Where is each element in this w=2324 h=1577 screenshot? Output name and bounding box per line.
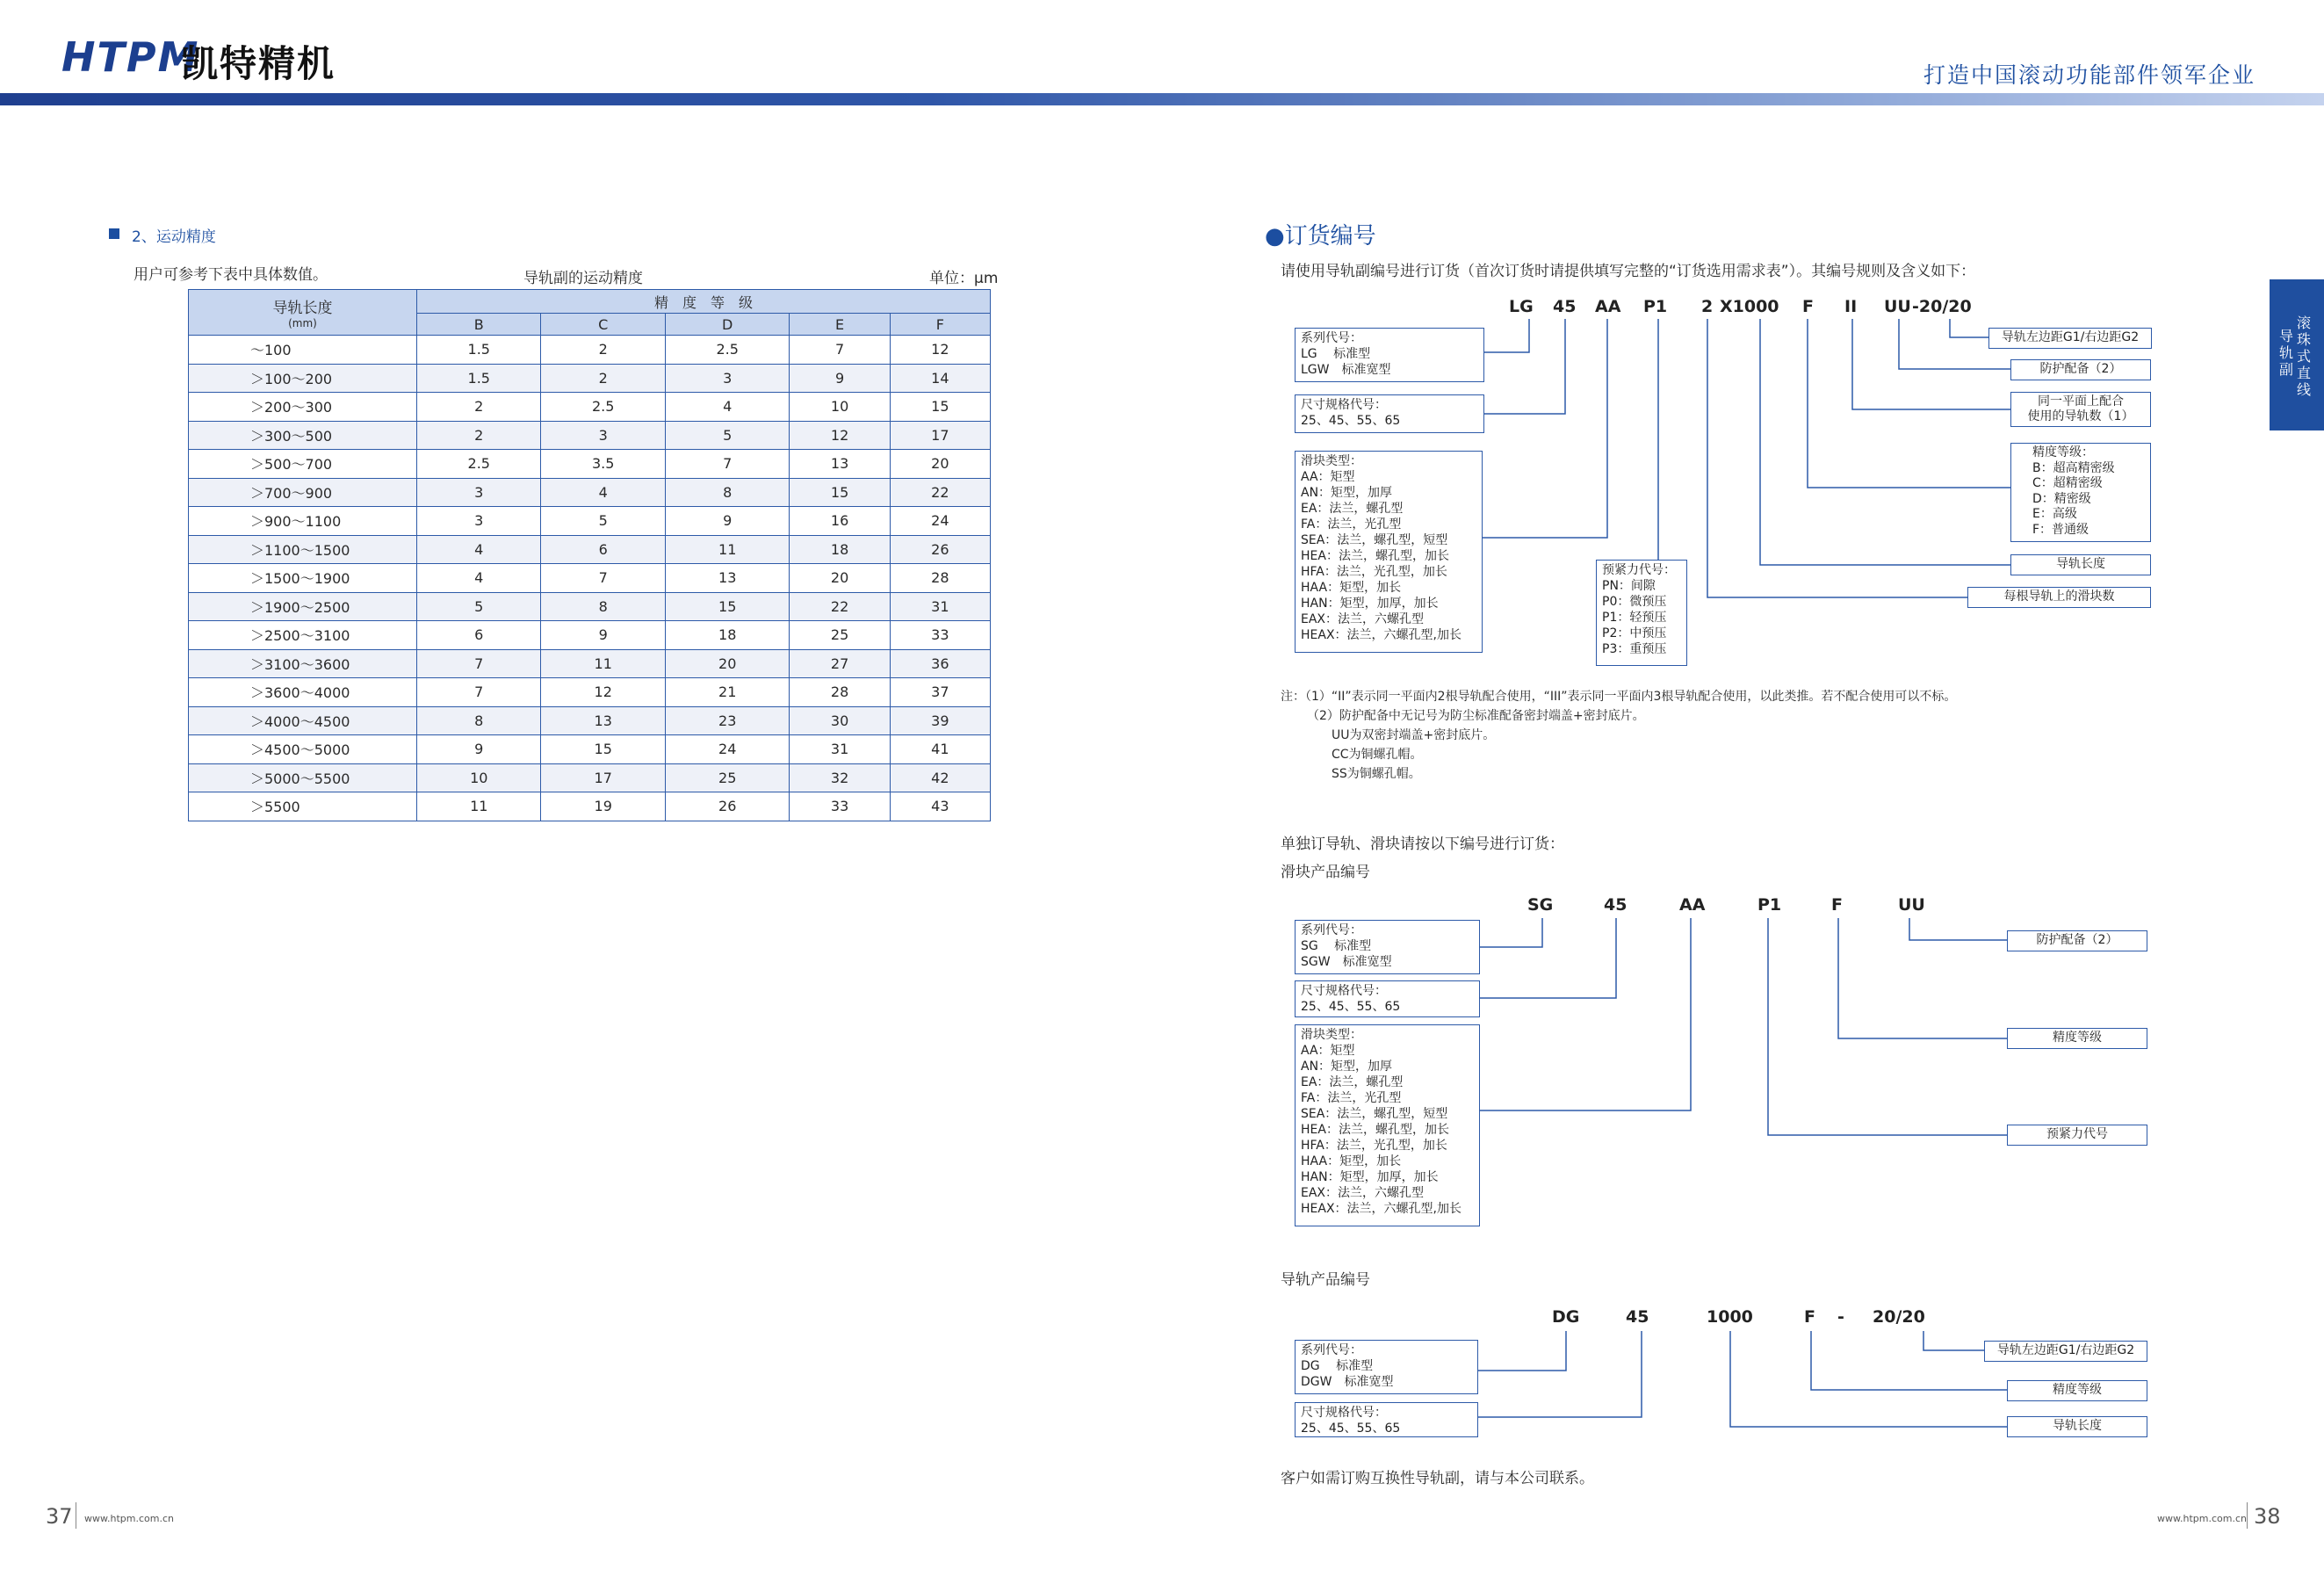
rail-length-cell: ＞500～700 xyxy=(189,450,417,479)
r-grade-2: 精度等级 xyxy=(2007,1028,2147,1049)
r-protect-2: 防护配备（2） xyxy=(2007,930,2147,951)
rail-length-cell: ＞5000～5500 xyxy=(189,763,417,792)
accuracy-value-cell: 22 xyxy=(890,478,990,507)
r-grade xyxy=(2010,443,2151,542)
box-line: 使用的导轨数（1） xyxy=(2027,409,2134,423)
rail-length-cell: ＞1900～2500 xyxy=(189,592,417,621)
box-line: 滑块类型： xyxy=(1301,1028,1362,1042)
box-line: DGW 标准宽型 xyxy=(1301,1375,1394,1389)
code-segment: 1000 xyxy=(1707,1307,1753,1327)
box-line: 尺寸规格代号： xyxy=(1301,398,1387,412)
rail-length-cell: ＞2500～3100 xyxy=(189,621,417,650)
box-line: LGW 标准宽型 xyxy=(1301,363,1391,377)
box-line: HAA：矩型，加长 xyxy=(1301,1154,1402,1168)
box-line: DG 标准型 xyxy=(1301,1359,1374,1373)
accuracy-value-cell: 42 xyxy=(890,763,990,792)
accuracy-value-cell: 12 xyxy=(541,678,665,707)
note-line: SS为铜螺孔帽。 xyxy=(1332,767,1421,781)
box-line: 预紧力代号： xyxy=(1602,563,1676,577)
accuracy-value-cell: 15 xyxy=(890,393,990,422)
accuracy-value-cell: 8 xyxy=(541,592,665,621)
accuracy-value-cell: 1.5 xyxy=(417,364,541,393)
accuracy-value-cell: 17 xyxy=(890,421,990,450)
accuracy-value-cell: 36 xyxy=(890,649,990,678)
accuracy-value-cell: 1.5 xyxy=(417,336,541,365)
slogan: 打造中国滚动功能部件领军企业 xyxy=(1923,62,2255,88)
accuracy-value-cell: 31 xyxy=(890,592,990,621)
accuracy-value-cell: 26 xyxy=(890,535,990,564)
box-line: HAN：矩型，加厚，加长 xyxy=(1301,1170,1439,1184)
accuracy-value-cell: 10 xyxy=(417,763,541,792)
table-row xyxy=(189,621,991,650)
grade-header-d: D xyxy=(665,314,789,336)
accuracy-value-cell: 13 xyxy=(790,450,890,479)
accuracy-value-cell: 15 xyxy=(541,735,665,764)
box-line: P0：微预压 xyxy=(1602,595,1667,609)
code-segment: 45 xyxy=(1553,297,1577,316)
box-line: AN：矩型，加厚 xyxy=(1301,1060,1393,1074)
r-margin-3: 导轨左边距G1/右边距G2 xyxy=(1984,1341,2147,1362)
box-line: 25、45、55、65 xyxy=(1301,1421,1401,1436)
accuracy-value-cell: 7 xyxy=(417,649,541,678)
accuracy-value-cell: 5 xyxy=(541,507,665,536)
accuracy-value-cell: 28 xyxy=(790,678,890,707)
rail-length-cell: ＞100～200 xyxy=(189,364,417,393)
rail-length-cell: ＞1500～1900 xyxy=(189,564,417,593)
box-line: AA：矩型 xyxy=(1301,470,1355,484)
table-row xyxy=(189,792,991,821)
box-slider-type-2 xyxy=(1295,1024,1480,1226)
rail-length-cell: ＞200～300 xyxy=(189,393,417,422)
box-line: HAN：矩型，加厚，加长 xyxy=(1301,597,1439,611)
accuracy-value-cell: 5 xyxy=(417,592,541,621)
code-segment: 45 xyxy=(1604,895,1628,915)
box-line: SEA：法兰，螺孔型，短型 xyxy=(1301,1107,1448,1121)
accuracy-value-cell: 28 xyxy=(890,564,990,593)
code-segment: F xyxy=(1804,1307,1815,1327)
table-row xyxy=(189,649,991,678)
box-line: 精度等级： xyxy=(2032,445,2094,459)
table-row xyxy=(189,706,991,735)
r-length: 导轨长度 xyxy=(2010,554,2151,575)
note-line: （2）防护配备中无记号为防尘标准配备密封端盖+密封底片。 xyxy=(1307,709,1645,723)
table-row xyxy=(189,393,991,422)
accuracy-value-cell: 12 xyxy=(790,421,890,450)
code-segment: - xyxy=(1837,1307,1844,1327)
rail-length-cell: ＞4500～5000 xyxy=(189,735,417,764)
rail-length-cell: ＞900～1100 xyxy=(189,507,417,536)
box-size-2 xyxy=(1295,980,1480,1017)
accuracy-value-cell: 41 xyxy=(890,735,990,764)
accuracy-value-cell: 3 xyxy=(541,421,665,450)
rail-length-cell: ～100 xyxy=(189,336,417,365)
table-row xyxy=(189,478,991,507)
rail-length-cell: ＞5500 xyxy=(189,792,417,821)
accuracy-value-cell: 18 xyxy=(790,535,890,564)
accuracy-table xyxy=(188,289,991,821)
accuracy-value-cell: 7 xyxy=(665,450,789,479)
side-tab-text-2: 导 轨 副 xyxy=(2278,328,2293,378)
rail-length-cell: ＞300～500 xyxy=(189,421,417,450)
box-size xyxy=(1295,394,1484,433)
grade-header-b: B xyxy=(417,314,541,336)
code-segment: F xyxy=(1802,297,1814,316)
table-row xyxy=(189,735,991,764)
accuracy-value-cell: 13 xyxy=(665,564,789,593)
accuracy-value-cell: 39 xyxy=(890,706,990,735)
table-row xyxy=(189,336,991,365)
box-line: EAX：法兰，六螺孔型 xyxy=(1301,612,1425,626)
table-row xyxy=(189,450,991,479)
box-line: 25、45、55、65 xyxy=(1301,414,1401,428)
header-bar xyxy=(0,93,2324,105)
code-segment: LG xyxy=(1509,297,1534,316)
table-unit: 单位：μm xyxy=(929,270,999,287)
table-row xyxy=(189,763,991,792)
accuracy-value-cell: 4 xyxy=(417,564,541,593)
accuracy-value-cell: 2.5 xyxy=(417,450,541,479)
box-line: HFA：法兰，光孔型，加长 xyxy=(1301,1139,1447,1153)
rail-length-cell: ＞700～900 xyxy=(189,478,417,507)
accuracy-value-cell: 9 xyxy=(541,621,665,650)
accuracy-value-cell: 32 xyxy=(790,763,890,792)
ordering-intro: 请使用导轨副编号进行订货（首次订货时请提供填写完整的“订货选用需求表”）。其编号规则及含义如下： xyxy=(1281,263,1976,280)
accuracy-value-cell: 20 xyxy=(790,564,890,593)
accuracy-value-cell: 17 xyxy=(541,763,665,792)
accuracy-value-cell: 4 xyxy=(417,535,541,564)
note-line: UU为双密封端盖+密封底片。 xyxy=(1332,728,1496,742)
box-line: 同一平面上配合 xyxy=(2038,394,2124,409)
table-caption: 导轨副的运动精度 xyxy=(523,270,643,287)
accuracy-value-cell: 2 xyxy=(541,336,665,365)
code-segment: SG xyxy=(1527,895,1554,915)
box-line: HEA：法兰，螺孔型，加长 xyxy=(1301,1123,1449,1137)
accuracy-value-cell: 9 xyxy=(790,364,890,393)
code-segment: UU xyxy=(1884,297,1911,316)
table-row xyxy=(189,678,991,707)
grade-header-c: C xyxy=(541,314,665,336)
accuracy-value-cell: 2.5 xyxy=(665,336,789,365)
accuracy-value-cell: 4 xyxy=(541,478,665,507)
accuracy-value-cell: 33 xyxy=(790,792,890,821)
accuracy-value-cell: 6 xyxy=(417,621,541,650)
accuracy-value-cell: 33 xyxy=(890,621,990,650)
code-segment: F xyxy=(1831,895,1843,915)
box-line: 系列代号： xyxy=(1301,1343,1362,1357)
accuracy-value-cell: 26 xyxy=(665,792,789,821)
code-segment: P1 xyxy=(1643,297,1668,316)
table-row xyxy=(189,535,991,564)
code-segment: 2 xyxy=(1701,297,1714,316)
box-line: D：精密级 xyxy=(2032,491,2091,506)
box-line: EA：法兰，螺孔型 xyxy=(1301,502,1404,516)
box-line: 尺寸规格代号： xyxy=(1301,1406,1387,1420)
accuracy-value-cell: 14 xyxy=(890,364,990,393)
accuracy-value-cell: 9 xyxy=(417,735,541,764)
accuracy-value-cell: 5 xyxy=(665,421,789,450)
accuracy-value-cell: 3 xyxy=(417,507,541,536)
box-preload xyxy=(1596,560,1687,666)
logo-en: HTPM xyxy=(61,33,200,81)
box-line: SG 标准型 xyxy=(1301,939,1372,953)
accuracy-value-cell: 8 xyxy=(665,478,789,507)
ordering-heading: ●订货编号 xyxy=(1265,223,1376,250)
code-segment: UU xyxy=(1898,895,1925,915)
box-line: PN：间隙 xyxy=(1602,579,1656,593)
accuracy-value-cell: 3 xyxy=(665,364,789,393)
r-preload-2: 预紧力代号 xyxy=(2007,1125,2147,1146)
box-line: SEA：法兰，螺孔型，短型 xyxy=(1301,533,1448,547)
box-line: LG 标准型 xyxy=(1301,347,1371,361)
box-line: AA：矩型 xyxy=(1301,1044,1355,1058)
accuracy-value-cell: 3 xyxy=(417,478,541,507)
rail-length-cell: ＞3600～4000 xyxy=(189,678,417,707)
accuracy-value-cell: 30 xyxy=(790,706,890,735)
r-blocks: 每根导轨上的滑块数 xyxy=(1967,587,2151,608)
box-line: F：普通级 xyxy=(2032,522,2089,537)
box-line: 系列代号： xyxy=(1301,923,1362,937)
box-line: HFA：法兰，光孔型，加长 xyxy=(1301,565,1447,579)
box-line: 滑块类型： xyxy=(1301,454,1362,468)
accuracy-value-cell: 21 xyxy=(665,678,789,707)
box-line: P3：重预压 xyxy=(1602,642,1667,656)
accuracy-value-cell: 13 xyxy=(541,706,665,735)
table-row xyxy=(189,421,991,450)
r-length-3: 导轨长度 xyxy=(2007,1416,2147,1437)
box-line: SGW 标准宽型 xyxy=(1301,955,1392,969)
box-line: C：超精密级 xyxy=(2032,476,2103,490)
accuracy-value-cell: 2.5 xyxy=(541,393,665,422)
box-line: HEAX：法兰，六螺孔型,加长 xyxy=(1301,1202,1462,1216)
rail-length-cell: ＞4000～4500 xyxy=(189,706,417,735)
contact-note: 客户如需订购互换性导轨副，请与本公司联系。 xyxy=(1281,1470,1594,1487)
accuracy-value-cell: 7 xyxy=(790,336,890,365)
note-line: CC为铜螺孔帽。 xyxy=(1332,748,1423,762)
side-tab xyxy=(2270,279,2324,430)
accuracy-value-cell: 25 xyxy=(665,763,789,792)
accuracy-value-cell: 4 xyxy=(665,393,789,422)
code-segment: AA xyxy=(1679,895,1706,915)
box-line: P2：中预压 xyxy=(1602,626,1667,640)
page-number-left: 37 xyxy=(46,1504,73,1529)
col-header-grade: 精 度 等 级 xyxy=(417,290,991,314)
accuracy-value-cell: 24 xyxy=(890,507,990,536)
box-line: E：高级 xyxy=(2032,507,2077,521)
box-line: EA：法兰，螺孔型 xyxy=(1301,1075,1404,1089)
box-line: 尺寸规格代号： xyxy=(1301,984,1387,998)
accuracy-value-cell: 2 xyxy=(541,364,665,393)
logo-cn: 凯特精机 xyxy=(181,42,336,85)
grade-header-e: E xyxy=(790,314,890,336)
accuracy-value-cell: 10 xyxy=(790,393,890,422)
box-line: AN：矩型，加厚 xyxy=(1301,486,1393,500)
section-title: 2、运动精度 xyxy=(132,228,216,246)
block-title: 滑块产品编号 xyxy=(1281,864,1370,881)
code-segment: P1 xyxy=(1757,895,1782,915)
accuracy-value-cell: 3.5 xyxy=(541,450,665,479)
section-bullet-icon xyxy=(109,228,119,239)
rail-length-cell: ＞3100～3600 xyxy=(189,649,417,678)
box-line: B：超高精密级 xyxy=(2032,460,2115,475)
accuracy-value-cell: 11 xyxy=(665,535,789,564)
box-line: EAX：法兰，六螺孔型 xyxy=(1301,1186,1425,1200)
box-line: HEA：法兰，螺孔型，加长 xyxy=(1301,549,1449,563)
code-segment: DG xyxy=(1552,1307,1580,1327)
box-size-3 xyxy=(1295,1402,1478,1437)
accuracy-value-cell: 23 xyxy=(665,706,789,735)
code-segment: -20/20 xyxy=(1912,297,1972,316)
table-row xyxy=(189,507,991,536)
table-row xyxy=(189,364,991,393)
accuracy-value-cell: 11 xyxy=(541,649,665,678)
accuracy-value-cell: 43 xyxy=(890,792,990,821)
box-line: P1：轻预压 xyxy=(1602,611,1667,625)
code-segment: II xyxy=(1844,297,1858,316)
rail-title: 导轨产品编号 xyxy=(1281,1271,1370,1289)
accuracy-value-cell: 18 xyxy=(665,621,789,650)
accuracy-value-cell: 22 xyxy=(790,592,890,621)
footer-url-left: www.htpm.com.cn xyxy=(84,1513,174,1524)
accuracy-value-cell: 37 xyxy=(890,678,990,707)
box-slider-type xyxy=(1295,451,1483,653)
table-intro: 用户可参考下表中具体数值。 xyxy=(134,266,328,284)
accuracy-value-cell: 24 xyxy=(665,735,789,764)
accuracy-value-cell: 31 xyxy=(790,735,890,764)
accuracy-value-cell: 25 xyxy=(790,621,890,650)
accuracy-value-cell: 7 xyxy=(417,678,541,707)
r-rails xyxy=(2010,392,2151,427)
table-row xyxy=(189,564,991,593)
r-protect: 防护配备（2） xyxy=(2010,359,2151,380)
box-series xyxy=(1295,328,1484,382)
box-line: FA：法兰，光孔型 xyxy=(1301,1091,1402,1105)
accuracy-value-cell: 6 xyxy=(541,535,665,564)
box-line: HAA：矩型，加长 xyxy=(1301,581,1402,595)
box-line: FA：法兰，光孔型 xyxy=(1301,517,1402,532)
box-series-2 xyxy=(1295,920,1480,974)
accuracy-value-cell: 2 xyxy=(417,421,541,450)
code-segment: AA xyxy=(1595,297,1621,316)
code-segment: 45 xyxy=(1626,1307,1649,1327)
code-segment: X1000 xyxy=(1720,297,1779,316)
rail-length-cell: ＞1100～1500 xyxy=(189,535,417,564)
box-line: HEAX：法兰，六螺孔型,加长 xyxy=(1301,628,1462,642)
accuracy-value-cell: 12 xyxy=(890,336,990,365)
accuracy-value-cell: 16 xyxy=(790,507,890,536)
accuracy-value-cell: 20 xyxy=(665,649,789,678)
box-series-3 xyxy=(1295,1340,1478,1394)
page-number-right: 38 xyxy=(2254,1504,2281,1529)
accuracy-value-cell: 15 xyxy=(665,592,789,621)
accuracy-value-cell: 9 xyxy=(665,507,789,536)
r-margin: 导轨左边距G1/右边距G2 xyxy=(1988,328,2152,349)
accuracy-value-cell: 11 xyxy=(417,792,541,821)
single-order-title: 单独订导轨、滑块请按以下编号进行订货： xyxy=(1281,836,1564,853)
accuracy-value-cell: 20 xyxy=(890,450,990,479)
accuracy-value-cell: 8 xyxy=(417,706,541,735)
box-line: 25、45、55、65 xyxy=(1301,1000,1401,1014)
accuracy-value-cell: 7 xyxy=(541,564,665,593)
r-grade-3: 精度等级 xyxy=(2007,1380,2147,1401)
accuracy-value-cell: 19 xyxy=(541,792,665,821)
box-line: 系列代号： xyxy=(1301,331,1362,345)
code-segment: 20/20 xyxy=(1873,1307,1925,1327)
accuracy-value-cell: 15 xyxy=(790,478,890,507)
table-row xyxy=(189,592,991,621)
col-header-length: 导轨长度 (mm) xyxy=(189,290,417,336)
side-tab-text-1: 滚 珠 式 直 线 xyxy=(2296,315,2311,398)
accuracy-value-cell: 27 xyxy=(790,649,890,678)
note-line: 注：（1）“II”表示同一平面内2根导轨配合使用，“III”表示同一平面内3根导轨配合使用，以此类推。若不配合使用可以不标。 xyxy=(1281,690,1957,704)
footer-url-right: www.htpm.com.cn xyxy=(2157,1513,2247,1524)
accuracy-value-cell: 2 xyxy=(417,393,541,422)
grade-header-f: F xyxy=(890,314,990,336)
